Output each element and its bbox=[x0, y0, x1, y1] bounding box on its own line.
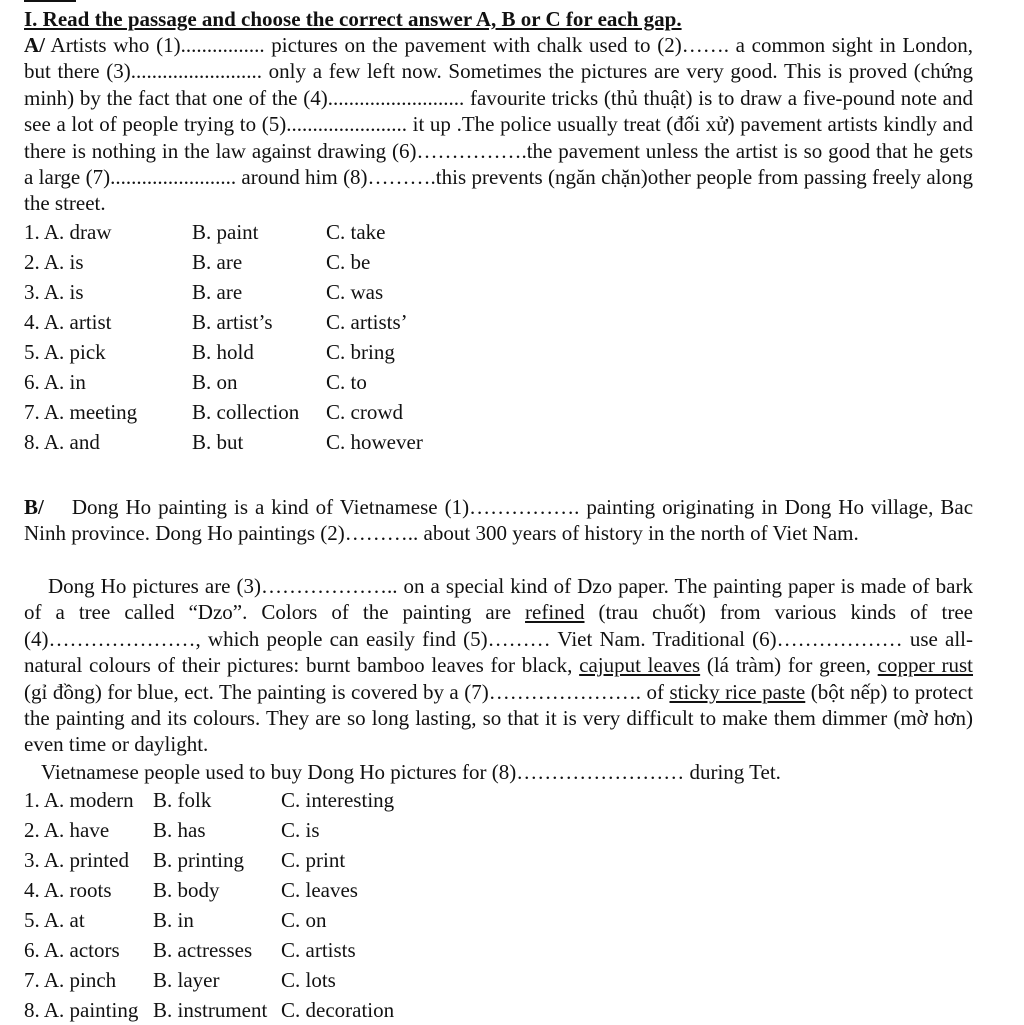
option-row bbox=[24, 935, 394, 965]
passage-b-paragraph-3 bbox=[24, 759, 973, 785]
option-a: 4. A. roots bbox=[24, 878, 112, 902]
option-a: 2. A. is bbox=[24, 250, 84, 274]
option-b: B. artist’s bbox=[192, 310, 273, 334]
option-a: 8. A. and bbox=[24, 430, 100, 454]
option-c: C. artists bbox=[281, 938, 356, 962]
underlined-term: cajuput leaves bbox=[579, 653, 701, 678]
option-row bbox=[24, 875, 394, 905]
option-a: 5. A. at bbox=[24, 908, 85, 932]
option-c: C. is bbox=[281, 818, 320, 842]
option-row bbox=[24, 427, 423, 457]
passage-b-p2-text: (gỉ đồng) for blue, ect. The painting is covered by a (7)…………………. of bbox=[24, 679, 670, 704]
option-row bbox=[24, 277, 423, 307]
underlined-term: copper rust bbox=[877, 653, 974, 678]
option-row bbox=[24, 995, 394, 1025]
passage-b-p2-text: (trau chuốt) from various kinds of tree (4)…………………, which people can easily find (5)……… Viet Nam. Traditional (6)……………… use all-natural colours of their pictures: burnt bamboo leaves for black, bbox=[24, 600, 973, 678]
option-row bbox=[24, 337, 423, 367]
option-a: 4. A. artist bbox=[24, 310, 112, 334]
option-b: B. on bbox=[192, 370, 238, 394]
option-row bbox=[24, 217, 423, 247]
option-c: C. be bbox=[326, 250, 371, 274]
option-b: B. folk bbox=[153, 788, 212, 812]
option-row bbox=[24, 397, 423, 427]
option-c: C. was bbox=[326, 280, 384, 304]
option-a: 8. A. painting bbox=[24, 998, 139, 1022]
option-c: C. print bbox=[281, 848, 346, 872]
option-row bbox=[24, 965, 394, 995]
option-a: 5. A. pick bbox=[24, 340, 106, 364]
option-c: C. take bbox=[326, 220, 386, 244]
passage-b-label: B/ bbox=[24, 495, 44, 519]
option-row bbox=[24, 785, 394, 815]
option-b: B. collection bbox=[192, 400, 300, 424]
option-a: 2. A. have bbox=[24, 818, 110, 842]
option-b: B. hold bbox=[192, 340, 254, 364]
options-a-table bbox=[24, 217, 423, 457]
passage-b-p1-text: Dong Ho painting is a kind of Vietnamese (1)……………. painting originating in Dong Ho village, Bac Ninh province. Dong Ho paintings (2)……….. about 300 years of history in the north of Viet Nam. bbox=[24, 495, 974, 546]
option-a: 1. A. draw bbox=[24, 220, 112, 244]
option-b: B. are bbox=[192, 280, 243, 304]
option-b: B. actresses bbox=[153, 938, 253, 962]
options-b-table bbox=[24, 785, 394, 1025]
passage-b-p3-text: Vietnamese people used to buy Dong Ho pictures for (8)…………………… during Tet. bbox=[41, 760, 781, 784]
option-row bbox=[24, 905, 394, 935]
option-a: 6. A. actors bbox=[24, 938, 120, 962]
option-c: C. on bbox=[281, 908, 327, 932]
option-a: 6. A. in bbox=[24, 370, 86, 394]
option-c: C. however bbox=[326, 430, 423, 454]
option-b: B. layer bbox=[153, 968, 220, 992]
option-row bbox=[24, 367, 423, 397]
option-c: C. interesting bbox=[281, 788, 395, 812]
option-c: C. decoration bbox=[281, 998, 395, 1022]
option-a: 7. A. meeting bbox=[24, 400, 138, 424]
option-row bbox=[24, 247, 423, 277]
option-b: B. are bbox=[192, 250, 243, 274]
option-row bbox=[24, 815, 394, 845]
option-row bbox=[24, 845, 394, 875]
passage-a bbox=[24, 32, 973, 217]
passage-a-label: A/ bbox=[24, 33, 45, 57]
passage-a-text: Artists who (1)................ pictures on the pavement with chalk used to (2)……. a common sight in London, but there (3)......................... only a few left now. Sometimes the pictures are very good. This is proved (chứng minh) by the fact that one of the (4).......................... favourite tricks (thủ thuật) is to draw a five-pound note and see a lot of people trying to (5)....................... it up .The police usually treat (đối xử) pavement artists kindly and there is nothing in the law against drawing (6)…………….the pavement unless the artist is so good that he gets a large (7)........................ around him (8)……….this prevents (ngăn chặn)other people from passing freely along the street. bbox=[24, 33, 973, 216]
underlined-term: sticky rice paste bbox=[669, 679, 806, 704]
option-c: C. to bbox=[326, 370, 367, 394]
passage-b-paragraph-2 bbox=[24, 573, 973, 758]
passage-b-p2-text: (bột nếp) to protect the painting and its colours. They are so long lasting, so that it is very difficult to make them dimmer (mờ hơn) even time or daylight. bbox=[24, 679, 974, 757]
option-c: C. lots bbox=[281, 968, 336, 992]
option-c: C. leaves bbox=[281, 878, 358, 902]
passage-b-p2-text: (lá tràm) for green, bbox=[700, 653, 878, 678]
option-c: C. artists’ bbox=[326, 310, 408, 334]
option-b: B. printing bbox=[153, 848, 245, 872]
option-a: 1. A. modern bbox=[24, 788, 134, 812]
option-c: C. bring bbox=[326, 340, 395, 364]
option-b: B. instrument bbox=[153, 998, 268, 1022]
option-a: 3. A. printed bbox=[24, 848, 129, 872]
exercise-heading: I. Read the passage and choose the correct answer A, B or C for each gap. bbox=[24, 7, 682, 31]
underlined-term: refined bbox=[525, 600, 585, 625]
option-b: B. but bbox=[192, 430, 244, 454]
option-row bbox=[24, 307, 423, 337]
option-b: B. paint bbox=[192, 220, 259, 244]
passage-b-p2-text: Dong Ho pictures are (3)……………….. on a special kind of Dzo paper. The painting paper is made of bark of a tree called “Dzo”. Colors of the painting are bbox=[24, 574, 973, 625]
option-a: 7. A. pinch bbox=[24, 968, 117, 992]
top-rule bbox=[24, 0, 76, 2]
option-c: C. crowd bbox=[326, 400, 403, 424]
option-b: B. body bbox=[153, 878, 220, 902]
passage-b-paragraph-1 bbox=[24, 494, 973, 547]
option-b: B. in bbox=[153, 908, 194, 932]
option-b: B. has bbox=[153, 818, 206, 842]
option-a: 3. A. is bbox=[24, 280, 84, 304]
